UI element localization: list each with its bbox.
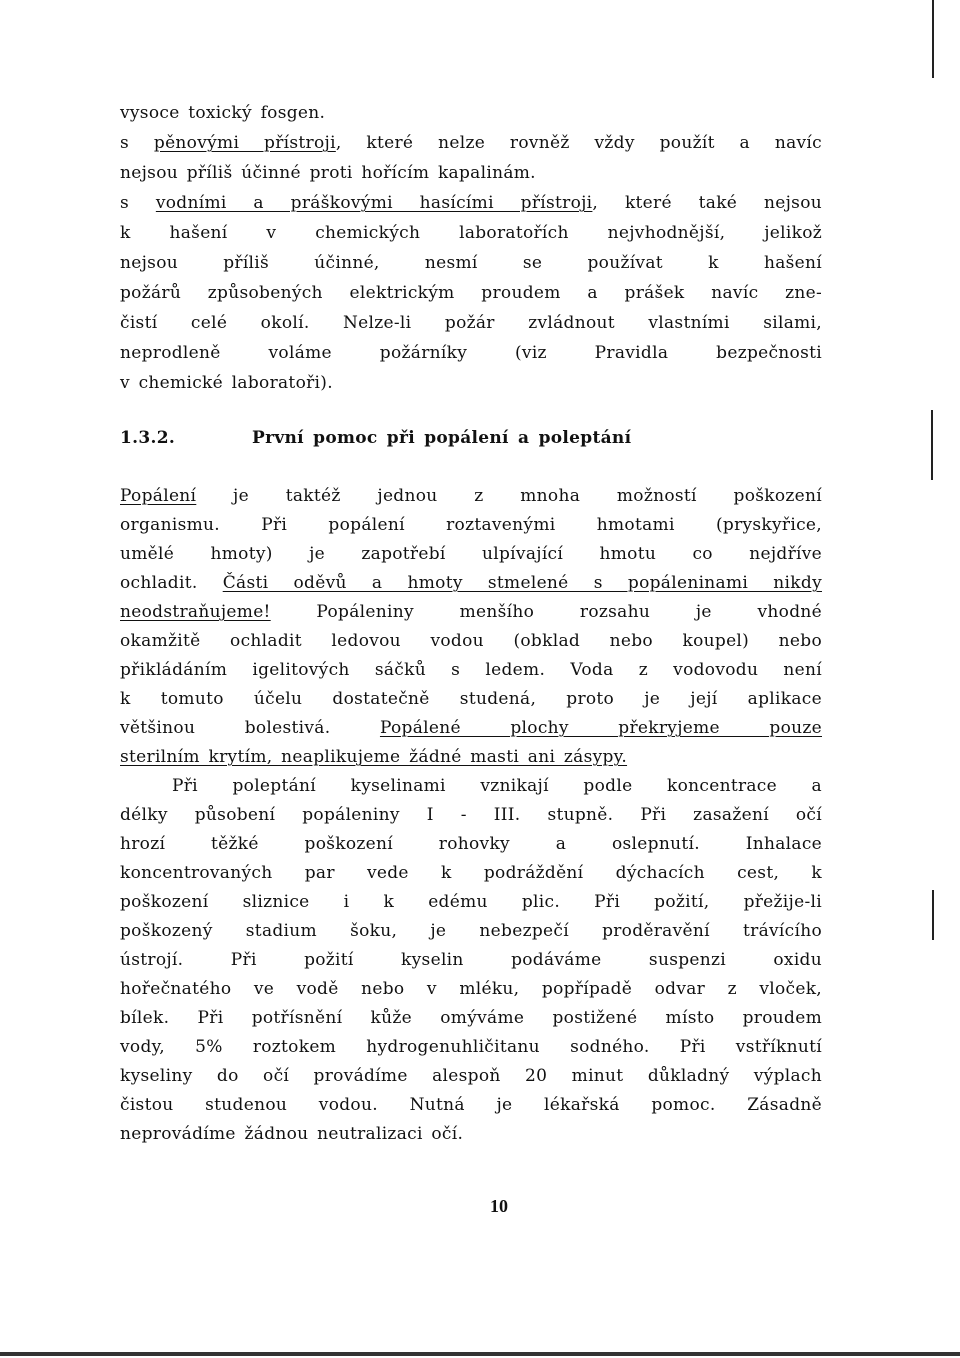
text-line: bílek. Při potřísnění kůže omýváme postižené místo proudem (120, 1008, 822, 1028)
scan-bottom-edge (0, 1352, 960, 1356)
text-line: s pěnovými přístroji, které nelze rovněž vždy použít a navíc (120, 133, 822, 153)
text-line: vody, 5% roztokem hydrogenuhličitanu sodného. Při vstříknutí (120, 1037, 822, 1057)
text-line: ochladit. Části oděvů a hmoty stmelené s popáleninami nikdy (120, 573, 822, 593)
text-line: nejsou příliš účinné proti hořícím kapalinám. (120, 163, 536, 183)
text-line: k tomuto účelu dostatečně studená, proto je její aplikace (120, 689, 822, 709)
text-line: umělé hmoty) je zapotřebí ulpívající hmotu co nejdříve (120, 544, 822, 564)
text-line: poškození sliznice i k edému plic. Při požití, přežije-li (120, 892, 822, 912)
section-title: První pomoc při popálení a poleptání (252, 428, 632, 448)
text-line: ústrojí. Při požití kyselin podáváme suspenzi oxidu (120, 950, 822, 970)
text-line: hořečnatého ve vodě nebo v mléku, popřípadě odvar z vloček, (120, 979, 822, 999)
page-number: 10 (490, 1196, 508, 1216)
text-line: Při poleptání kyselinami vznikají podle koncentrace a (172, 776, 822, 796)
text-line: sterilním krytím, neaplikujeme žádné masti ani zásypy. (120, 747, 628, 767)
text-line: okamžitě ochladit ledovou vodou (obklad nebo koupel) nebo (120, 631, 822, 651)
text-line: neprovádíme žádnou neutralizaci očí. (120, 1124, 464, 1144)
text-line: hrozí těžké poškození rohovky a oslepnutí. Inhalace (120, 834, 822, 854)
text-line: délky působení popáleniny I - III. stupně. Při zasažení očí (120, 805, 822, 825)
text-line: koncentrovaných par vede k podráždění dýchacích cest, k (120, 863, 822, 883)
text-line: čistou studenou vodou. Nutná je lékařská pomoc. Zásadně (120, 1095, 822, 1115)
text-line: s vodními a práškovými hasícími přístroji, které také nejsou (120, 193, 822, 213)
section-number: 1.3.2. (120, 428, 176, 448)
scan-edge-mark (931, 410, 933, 480)
text-line: k hašení v chemických laboratořích nejvhodnější, jelikož (120, 223, 822, 243)
text-line: Popálení je taktéž jednou z mnoha možností poškození (120, 486, 822, 506)
text-line: přikládáním igelitových sáčků s ledem. Voda z vodovodu není (120, 660, 822, 680)
scan-edge-mark (932, 0, 934, 78)
text-line: nejsou příliš účinné, nesmí se používat k hašení (120, 253, 822, 273)
text-line: poškozený stadium šoku, je nebezpečí proděravění trávícího (120, 921, 822, 941)
text-line: kyseliny do očí provádíme alespoň 20 minut důkladný výplach (120, 1066, 822, 1086)
text-line: požárů způsobených elektrickým proudem a prášek navíc zne- (120, 283, 822, 303)
text-line: organismu. Při popálení roztavenými hmotami (pryskyřice, (120, 515, 822, 535)
text-line: neodstraňujeme! Popáleniny menšího rozsahu je vhodné (120, 602, 822, 622)
text-line: vysoce toxický fosgen. (120, 103, 326, 123)
text-line: čistí celé okolí. Nelze-li požár zvládnout vlastními silami, (120, 313, 822, 333)
text-line: v chemické laboratoři). (120, 373, 333, 393)
text-line: neprodleně voláme požárníky (viz Pravidla bezpečnosti (120, 343, 822, 363)
text-line: většinou bolestivá. Popálené plochy překryjeme pouze (120, 718, 822, 738)
scan-edge-mark (932, 890, 934, 940)
